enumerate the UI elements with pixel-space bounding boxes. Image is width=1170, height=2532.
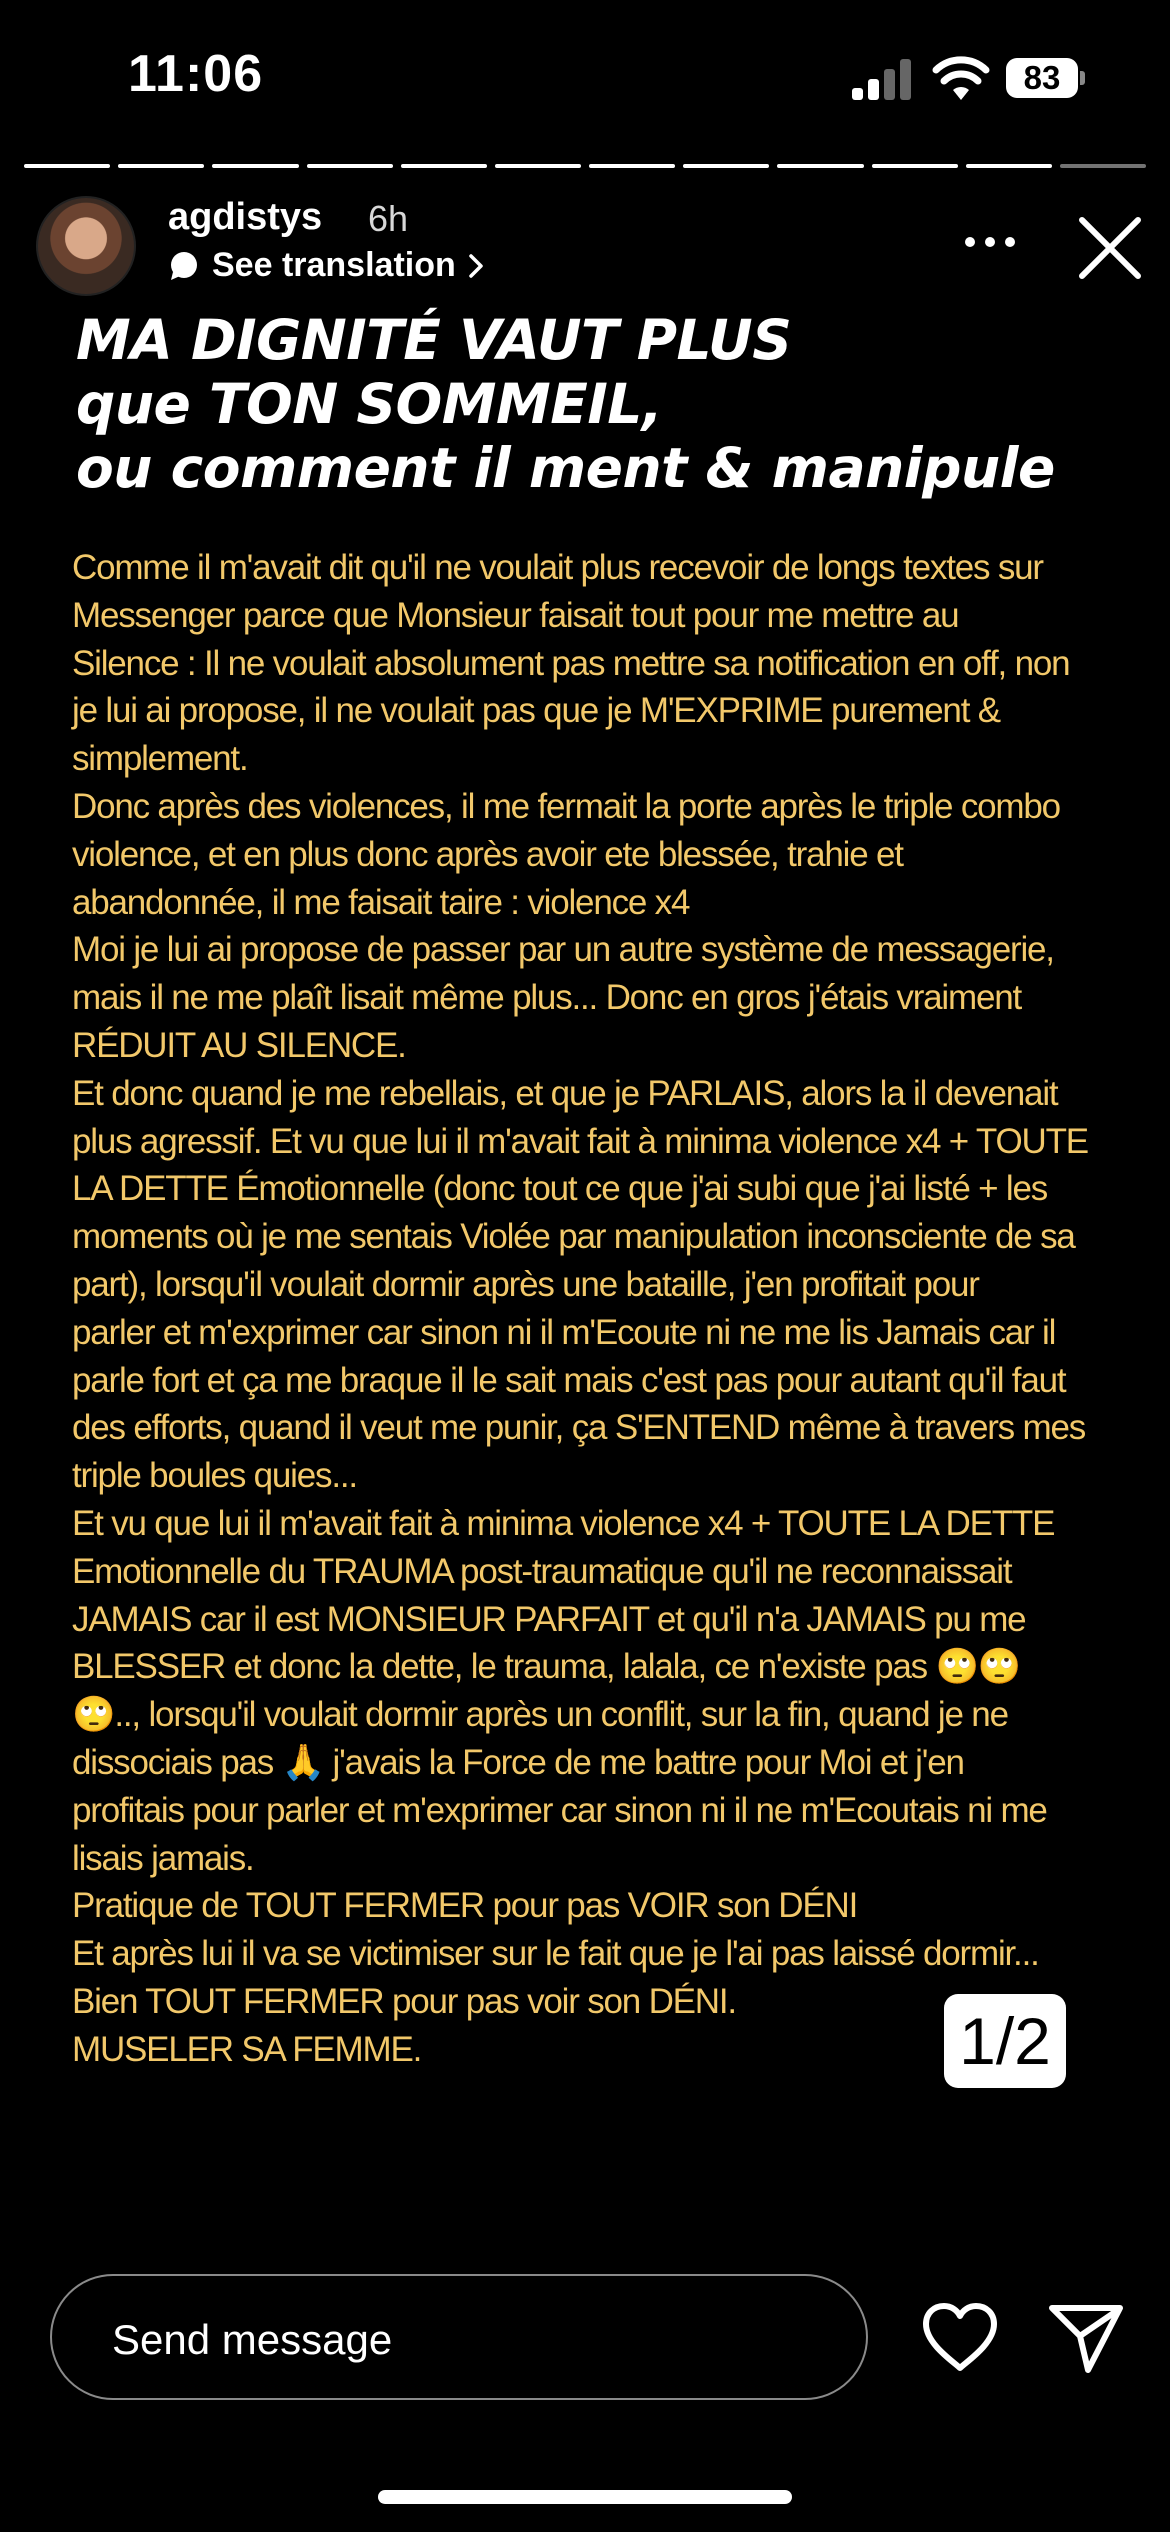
body-line: parler et m'exprimer car sinon ni il m'Ecoute ni ne me lis Jamais car il	[72, 1312, 1056, 1352]
body-line: Donc après des violences, il me fermait la porte après le triple combo	[72, 786, 1060, 826]
body-line: Emotionnelle du TRAUMA post-traumatique qu'il ne reconnaissait	[72, 1551, 1012, 1591]
see-translation-button[interactable]	[168, 246, 484, 285]
body-line: Et après lui il va se victimiser sur le fait que je l'ai pas laissé dormir...	[72, 1934, 1039, 1974]
body-line: des efforts, quand il veut me punir, ça S'ENTEND même à travers mes	[72, 1408, 1086, 1448]
title-line: ou comment il ment & manipule	[76, 436, 1055, 500]
body-line: 🙄.., lorsqu'il voulait dormir après un conflit, sur la fin, quand je ne	[72, 1695, 1008, 1735]
see-translation-label: See translation	[212, 246, 456, 284]
progress-segment	[777, 164, 863, 168]
title-line: que TON SOMMEIL,	[76, 372, 663, 436]
send-icon[interactable]	[1048, 2302, 1124, 2374]
body-line: dissociais pas 🙏 j'avais la Force de me battre pour Moi et j'en	[72, 1742, 964, 1782]
body-line: profitais pour parler et m'exprimer car sinon ni il ne m'Ecoutais ni me	[72, 1790, 1047, 1830]
body-line: Moi je lui ai propose de passer par un autre système de messagerie,	[72, 930, 1054, 970]
body-line: violence, et en plus donc après avoir ete blessée, trahie et	[72, 834, 903, 874]
story-progress-bar	[24, 164, 1146, 168]
battery-level: 83	[1006, 58, 1078, 98]
body-line: triple boules quies...	[72, 1456, 357, 1496]
body-line: mais il ne me plaît lisait même plus... Donc en gros j'étais vraiment	[72, 978, 1021, 1018]
send-message-input[interactable]	[50, 2274, 868, 2400]
body-line: LA DETTE Émotionnelle (donc tout ce que j'ai subi que j'ai listé + les	[72, 1169, 1048, 1209]
username[interactable]: agdistys	[168, 196, 323, 238]
body-line: plus agressif. Et vu que lui il m'avait fait à minima violence x4 + TOUTE	[72, 1121, 1088, 1161]
body-line: Pratique de TOUT FERMER pour pas VOIR son DÉNI	[72, 1886, 858, 1926]
progress-segment	[401, 164, 487, 168]
title-line: MA DIGNITÉ VAUT PLUS	[76, 308, 792, 372]
progress-segment	[118, 164, 204, 168]
progress-segment	[1060, 164, 1146, 168]
cellular-signal-icon	[852, 58, 914, 102]
progress-segment	[307, 164, 393, 168]
body-line: JAMAIS car il est MONSIEUR PARFAIT et qu'il n'a JAMAIS pu me	[72, 1599, 1026, 1639]
body-line: RÉDUIT AU SILENCE.	[72, 1025, 406, 1065]
status-time: 11:06	[128, 45, 264, 103]
body-line: parle fort et ça me braque il le sait mais c'est pas pour autant qu'il faut	[72, 1360, 1066, 1400]
progress-segment	[495, 164, 581, 168]
home-indicator	[378, 2490, 792, 2504]
body-line: je lui ai propose, il ne voulait pas que je M'EXPRIME purement &	[72, 691, 1000, 731]
body-line: part), lorsqu'il voulait dormir après une bataille, j'en profitait pour	[72, 1264, 979, 1304]
progress-segment	[872, 164, 958, 168]
story-body-text	[72, 544, 1088, 2074]
battery-icon	[1006, 58, 1086, 98]
progress-segment	[683, 164, 769, 168]
heart-icon[interactable]	[920, 2302, 1000, 2374]
body-line: moments où je me sentais Violée par manipulation inconsciente de sa	[72, 1217, 1075, 1257]
avatar[interactable]	[36, 196, 136, 296]
body-line: Comme il m'avait dit qu'il ne voulait plus recevoir de longs textes sur	[72, 548, 1043, 587]
chevron-right-icon	[468, 253, 484, 279]
progress-segment	[966, 164, 1052, 168]
body-line: Messenger parce que Monsieur faisait tout pour me mettre au	[72, 595, 959, 635]
progress-segment	[589, 164, 675, 168]
story-title	[76, 308, 1116, 500]
body-line: abandonnée, il me faisait taire : violence x4	[72, 882, 690, 922]
speech-bubble-icon	[168, 250, 200, 282]
page-indicator-badge: 1/2	[944, 1994, 1066, 2088]
more-options-icon[interactable]	[960, 222, 1020, 262]
wifi-icon	[932, 54, 990, 102]
body-line: lisais jamais.	[72, 1838, 254, 1878]
body-line: Et vu que lui il m'avait fait à minima violence x4 + TOUTE LA DETTE	[72, 1503, 1055, 1543]
post-time: 6h	[368, 198, 409, 239]
progress-segment	[212, 164, 298, 168]
close-icon[interactable]	[1074, 212, 1146, 284]
body-line: MUSELER SA FEMME.	[72, 2029, 422, 2069]
body-line: Et donc quand je me rebellais, et que je PARLAIS, alors la il devenait	[72, 1073, 1058, 1113]
send-message-placeholder: Send message	[112, 2316, 393, 2363]
body-line: Silence : Il ne voulait absolument pas mettre sa notification en off, non	[72, 643, 1070, 683]
progress-segment	[24, 164, 110, 168]
body-line: BLESSER et donc la dette, le trauma, lalala, ce n'existe pas 🙄🙄	[72, 1647, 1021, 1687]
body-line: Bien TOUT FERMER pour pas voir son DÉNI.	[72, 1981, 736, 2021]
body-line: simplement.	[72, 739, 248, 779]
